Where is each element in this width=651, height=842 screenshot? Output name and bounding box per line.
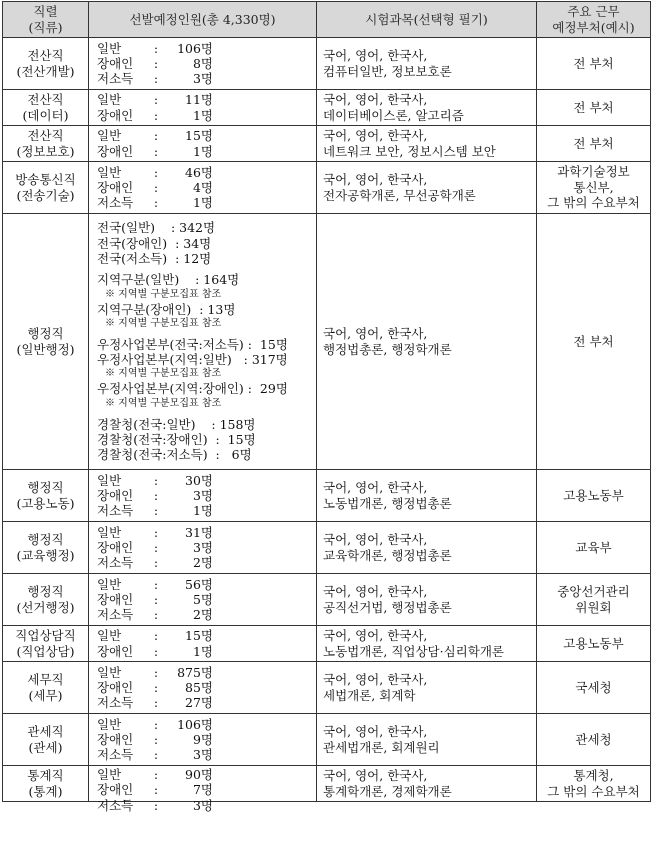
job-category-text: (일반행정): [16, 341, 75, 357]
header-text: 예정부처(예시): [552, 19, 635, 35]
department-text: 통신부,: [573, 179, 614, 195]
position-line: 전국(저소득) : 12명: [97, 250, 212, 266]
position-count: 90명: [185, 767, 213, 782]
colon-separator: :: [153, 576, 159, 592]
position-type: 일반: [97, 628, 122, 644]
job-category-text: 세무직: [27, 671, 64, 687]
position-type: 일반: [97, 164, 122, 180]
job-category-text: (선거행정): [16, 599, 75, 615]
table-header-row: [3, 2, 651, 38]
colon-separator: :: [153, 107, 159, 123]
positions-cell: [89, 766, 317, 813]
table-row: [3, 766, 651, 802]
department-text: 전 부처: [573, 99, 614, 115]
position-line: [97, 628, 316, 643]
position-line: 경찰청(전국:일반) : 158명: [97, 416, 256, 432]
colon-separator: :: [153, 164, 159, 180]
colon-separator: :: [153, 747, 159, 763]
positions-cell: [89, 574, 317, 626]
exam-subject-line: 국어, 영어, 한국사,: [323, 672, 428, 688]
exam-subject-line: 국어, 영어, 한국사,: [323, 768, 428, 784]
department-text: 전 부처: [573, 55, 614, 71]
job-category-text: (직업상담): [16, 643, 75, 659]
position-type: 장애인: [97, 731, 134, 747]
position-type: 일반: [97, 716, 122, 732]
position-type: 저소득: [97, 555, 134, 571]
colon-separator: :: [153, 767, 159, 782]
department-cell: [537, 574, 651, 626]
department-cell: [537, 38, 651, 90]
table-row: [3, 714, 651, 766]
job-category-cell: [3, 38, 89, 90]
position-type: 장애인: [97, 539, 134, 555]
department-cell: [537, 714, 651, 766]
colon-separator: :: [153, 643, 159, 659]
exam-subject-line: 교육학개론, 행정법총론: [323, 547, 452, 563]
position-type: 저소득: [97, 747, 134, 763]
position-count: 2명: [192, 555, 213, 571]
position-line: [97, 92, 316, 107]
position-line: [97, 695, 316, 710]
table-row: [3, 90, 651, 126]
job-category-text: 행정직: [27, 479, 64, 495]
job-category-cell: [3, 714, 89, 766]
colon-separator: :: [153, 539, 159, 555]
position-line: [97, 665, 316, 680]
position-count: 85명: [185, 679, 213, 695]
position-line: [97, 195, 316, 210]
job-category-text: (세무): [28, 687, 63, 703]
header-text: 주요 근무: [567, 3, 620, 19]
position-line: [97, 165, 316, 180]
position-line: [97, 525, 316, 540]
exam-subject-line: 국어, 영어, 한국사,: [323, 92, 428, 108]
exam-subject-line: 행정법총론, 행정학개론: [323, 341, 452, 357]
exam-subjects-cell: [317, 766, 537, 802]
position-type: 저소득: [97, 71, 134, 87]
position-count: 2명: [192, 607, 213, 623]
department-cell: [537, 662, 651, 714]
position-count: 1명: [192, 107, 213, 123]
header-planned-positions: 선발예정인원(총 4,330명): [89, 2, 317, 38]
position-type: 장애인: [97, 143, 134, 159]
position-count: 1명: [192, 143, 213, 159]
position-count: 4명: [192, 179, 213, 195]
job-category-text: (전산개발): [16, 63, 75, 79]
table-row: [3, 126, 651, 162]
position-line: 전국(일반) : 342명: [97, 220, 216, 236]
exam-subjects-cell: [317, 162, 537, 214]
department-cell: [537, 126, 651, 162]
position-line: [97, 41, 316, 56]
position-count: 31명: [185, 524, 213, 540]
job-category-cell: [3, 522, 89, 574]
table-row: [3, 470, 651, 522]
header-departments: [537, 2, 651, 38]
position-count: 15명: [185, 628, 213, 644]
table-row: [3, 38, 651, 90]
exam-subject-line: 노동법개론, 행정법총론: [323, 495, 452, 511]
position-type: 일반: [97, 128, 122, 144]
exam-subject-line: 전자공학개론, 무선공학개론: [323, 187, 476, 203]
regional-note: ※ 지역별 구분모집표 참조: [105, 397, 222, 409]
header-job-category: [3, 2, 89, 38]
position-type: 장애인: [97, 782, 134, 798]
job-category-text: 전산직: [27, 127, 64, 143]
regional-note: ※ 지역별 구분모집표 참조: [105, 368, 222, 380]
position-count: 875명: [177, 664, 213, 680]
header-text: (직류): [28, 19, 63, 35]
exam-subject-line: 국어, 영어, 한국사,: [323, 628, 428, 644]
exam-subjects-cell: [317, 662, 537, 714]
exam-subjects-cell: [317, 38, 537, 90]
position-line: [97, 732, 316, 747]
position-count: 56명: [185, 576, 213, 592]
exam-subject-line: 국어, 영어, 한국사,: [323, 128, 428, 144]
department-text: 그 밖의 수요부처: [547, 195, 640, 211]
position-line: [97, 540, 316, 555]
position-line: [97, 56, 316, 71]
position-count: 11명: [185, 92, 213, 108]
position-type: 일반: [97, 40, 122, 56]
position-type: 저소득: [97, 797, 134, 813]
header-text: 직렬: [33, 3, 58, 19]
job-category-text: 통계직: [27, 767, 64, 783]
position-line: [97, 767, 316, 782]
position-type: 장애인: [97, 179, 134, 195]
exam-subject-line: 노동법개론, 직업상담·심리학개론: [323, 643, 504, 659]
exam-subject-line: 네트워크 보안, 정보시스템 보안: [323, 143, 496, 159]
colon-separator: :: [153, 92, 159, 108]
position-line: 지역구분(장애인) : 13명: [97, 301, 236, 317]
position-count: 5명: [192, 591, 213, 607]
position-count: 46명: [185, 164, 213, 180]
table-row: [3, 162, 651, 214]
job-category-text: 행정직: [27, 325, 64, 341]
job-category-cell: [3, 626, 89, 662]
position-type: 일반: [97, 92, 122, 108]
job-category-text: (교육행정): [16, 547, 75, 563]
job-category-cell: [3, 162, 89, 214]
position-line: [97, 488, 316, 503]
department-cell: [537, 162, 651, 214]
positions-cell: [89, 162, 317, 214]
job-category-text: 직업상담직: [15, 627, 76, 643]
positions-cell: [89, 214, 317, 470]
position-line: 경찰청(전국:저소득) : 6명: [97, 447, 252, 463]
position-type: 일반: [97, 664, 122, 680]
exam-subjects-cell: [317, 126, 537, 162]
department-text: 교육부: [575, 539, 612, 555]
recruitment-table: [2, 1, 651, 813]
colon-separator: :: [153, 40, 159, 56]
position-type: 장애인: [97, 487, 134, 503]
colon-separator: :: [153, 591, 159, 607]
regional-note: ※ 지역별 구분모집표 참조: [105, 317, 222, 329]
exam-subject-line: 국어, 영어, 한국사,: [323, 172, 428, 188]
job-category-cell: [3, 214, 89, 470]
colon-separator: :: [153, 128, 159, 144]
position-count: 15명: [185, 128, 213, 144]
position-count: 1명: [192, 195, 213, 211]
position-line: 우정사업본부(지역:장애인) : 29명: [97, 381, 288, 397]
position-count: 9명: [192, 731, 213, 747]
position-type: 저소득: [97, 195, 134, 211]
department-text: 고용노동부: [563, 487, 624, 503]
positions-cell: [89, 662, 317, 714]
position-line: [97, 503, 316, 518]
exam-subject-line: 국어, 영어, 한국사,: [323, 532, 428, 548]
colon-separator: :: [153, 524, 159, 540]
position-line: 경찰청(전국:장애인) : 15명: [97, 432, 256, 448]
department-text: 전 부처: [573, 135, 614, 151]
colon-separator: :: [153, 607, 159, 623]
colon-separator: :: [153, 664, 159, 680]
table-row: [3, 214, 651, 470]
department-cell: [537, 470, 651, 522]
position-type: 일반: [97, 524, 122, 540]
job-category-text: (데이터): [22, 107, 69, 123]
job-category-cell: [3, 766, 89, 802]
position-line: 우정사업본부(전국:저소득) : 15명: [97, 336, 288, 352]
job-category-cell: [3, 126, 89, 162]
position-line: [97, 128, 316, 143]
exam-subject-line: 공직선거법, 행정법총론: [323, 599, 452, 615]
position-line: [97, 607, 316, 622]
job-category-text: 행정직: [27, 531, 64, 547]
exam-subject-line: 통계학개론, 경제학개론: [323, 783, 452, 799]
department-cell: [537, 766, 651, 802]
exam-subject-line: 국어, 영어, 한국사,: [323, 724, 428, 740]
exam-subject-line: 관세법개론, 회계원리: [323, 739, 440, 755]
colon-separator: :: [153, 71, 159, 87]
exam-subjects-cell: [317, 90, 537, 126]
position-line: [97, 782, 316, 797]
position-type: 장애인: [97, 55, 134, 71]
department-text: 국세청: [575, 679, 612, 695]
exam-subject-line: 국어, 영어, 한국사,: [323, 480, 428, 496]
colon-separator: :: [153, 143, 159, 159]
job-category-cell: [3, 90, 89, 126]
colon-separator: :: [153, 731, 159, 747]
colon-separator: :: [153, 55, 159, 71]
exam-subject-line: 컴퓨터일반, 정보보호론: [323, 63, 452, 79]
position-line: [97, 592, 316, 607]
job-category-cell: [3, 574, 89, 626]
position-count: 3명: [192, 71, 213, 87]
job-category-text: (정보보호): [16, 143, 75, 159]
position-count: 3명: [192, 539, 213, 555]
position-line: [97, 180, 316, 195]
exam-subjects-cell: [317, 574, 537, 626]
job-category-text: (고용노동): [16, 495, 75, 511]
exam-subjects-cell: [317, 470, 537, 522]
colon-separator: :: [153, 487, 159, 503]
colon-separator: :: [153, 472, 159, 488]
department-text: 전 부처: [573, 333, 614, 349]
table-row: [3, 626, 651, 662]
positions-cell: [89, 126, 317, 162]
position-type: 장애인: [97, 107, 134, 123]
positions-cell: [89, 90, 317, 126]
header-exam-subjects: 시험과목(선택형 필기): [317, 2, 537, 38]
department-text: 통계청,: [573, 768, 614, 783]
department-text: 관세청: [575, 731, 612, 747]
job-category-text: 관세직: [27, 723, 64, 739]
job-category-text: 행정직: [27, 583, 64, 599]
colon-separator: :: [153, 555, 159, 571]
position-type: 저소득: [97, 607, 134, 623]
table-row: [3, 662, 651, 714]
department-text: 그 밖의 수요부처: [547, 783, 640, 799]
department-text: 중앙선거관리: [557, 584, 630, 599]
positions-cell: [89, 522, 317, 574]
job-category-text: (통계): [28, 783, 63, 799]
position-line: [97, 577, 316, 592]
position-count: 1명: [192, 643, 213, 659]
colon-separator: :: [153, 716, 159, 732]
exam-subjects-cell: [317, 214, 537, 470]
positions-cell: [89, 470, 317, 522]
job-category-text: (전송기술): [16, 187, 75, 203]
job-category-text: (관세): [28, 739, 63, 755]
position-type: 일반: [97, 767, 122, 782]
table-row: [3, 522, 651, 574]
job-category-cell: [3, 662, 89, 714]
colon-separator: :: [153, 695, 159, 711]
colon-separator: :: [153, 628, 159, 644]
regional-note: ※ 지역별 구분모집표 참조: [105, 288, 222, 300]
position-type: 장애인: [97, 679, 134, 695]
position-count: 8명: [192, 55, 213, 71]
job-category-text: 전산직: [27, 47, 64, 63]
position-type: 장애인: [97, 643, 134, 659]
position-count: 106명: [177, 40, 213, 56]
exam-subject-line: 국어, 영어, 한국사,: [323, 48, 428, 64]
exam-subjects-cell: [317, 522, 537, 574]
job-category-text: 전산직: [27, 91, 64, 107]
position-count: 27명: [185, 695, 213, 711]
colon-separator: :: [153, 195, 159, 211]
position-count: 3명: [192, 487, 213, 503]
positions-cell: [89, 38, 317, 90]
position-count: 30명: [185, 472, 213, 488]
position-type: 저소득: [97, 503, 134, 519]
position-count: 1명: [192, 503, 213, 519]
department-cell: [537, 214, 651, 470]
exam-subjects-cell: [317, 626, 537, 662]
exam-subjects-cell: [317, 714, 537, 766]
department-text: 고용노동부: [563, 635, 624, 651]
colon-separator: :: [153, 179, 159, 195]
position-line: [97, 798, 316, 813]
exam-subject-line: 데이터베이스론, 알고리즘: [323, 107, 464, 123]
position-line: [97, 644, 316, 659]
position-type: 일반: [97, 472, 122, 488]
position-line: [97, 144, 316, 159]
exam-subject-line: 국어, 영어, 한국사,: [323, 326, 428, 342]
exam-subject-line: 세법개론, 회계학: [323, 687, 416, 703]
positions-cell: [89, 714, 317, 766]
colon-separator: :: [153, 503, 159, 519]
department-cell: [537, 522, 651, 574]
position-count: 3명: [192, 747, 213, 763]
table-row: [3, 574, 651, 626]
department-text: 위원회: [575, 599, 612, 615]
position-line: [97, 555, 316, 570]
position-line: 전국(장애인) : 34명: [97, 235, 212, 251]
position-count: 106명: [177, 716, 213, 732]
colon-separator: :: [153, 797, 159, 813]
position-line: [97, 71, 316, 86]
position-line: [97, 717, 316, 732]
position-type: 장애인: [97, 591, 134, 607]
position-type: 일반: [97, 576, 122, 592]
position-line: 지역구분(일반) : 164명: [97, 272, 240, 288]
position-line: [97, 108, 316, 123]
colon-separator: :: [153, 782, 159, 798]
colon-separator: :: [153, 679, 159, 695]
position-line: 우정사업본부(지역:일반) : 317명: [97, 352, 288, 368]
department-cell: [537, 90, 651, 126]
position-type: 저소득: [97, 695, 134, 711]
position-line: [97, 680, 316, 695]
department-text: 과학기술정보: [557, 164, 630, 180]
position-count: 3명: [192, 797, 213, 813]
department-cell: [537, 626, 651, 662]
position-count: 7명: [192, 782, 213, 798]
exam-subject-line: 국어, 영어, 한국사,: [323, 584, 428, 600]
position-line: [97, 747, 316, 762]
job-category-cell: [3, 470, 89, 522]
positions-cell: [89, 626, 317, 662]
job-category-text: 방송통신직: [15, 171, 76, 187]
position-line: [97, 473, 316, 488]
